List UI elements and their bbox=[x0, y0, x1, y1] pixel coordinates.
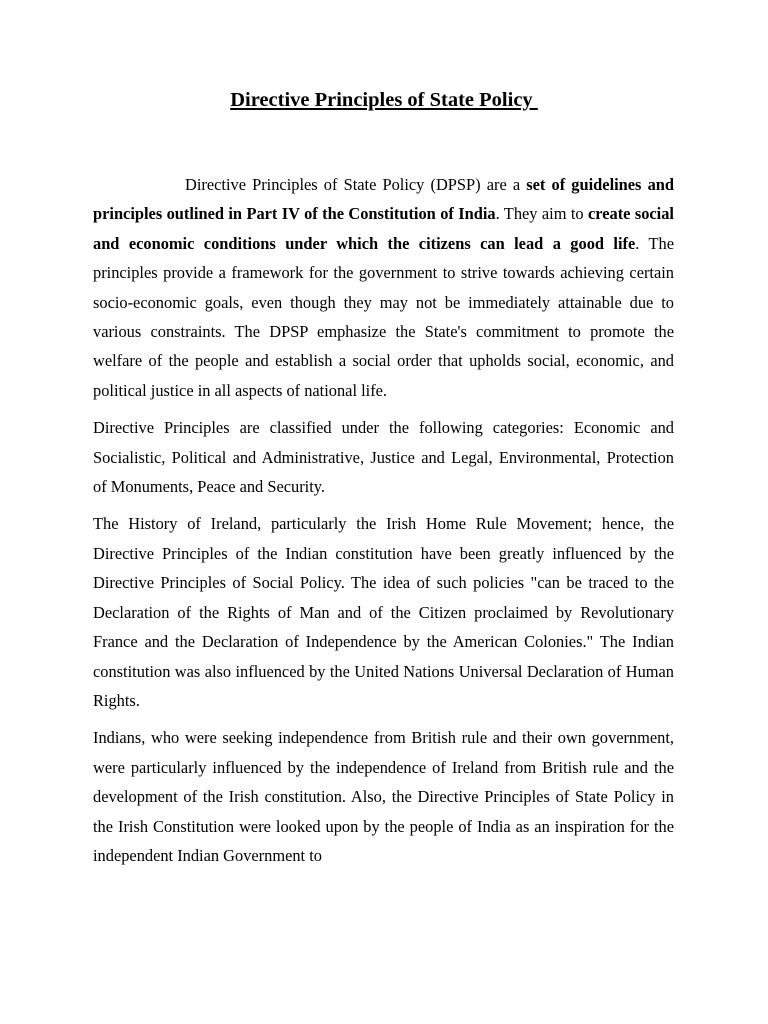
bold-text-run: create social and economic conditions under which the citizens can lead a good life bbox=[93, 204, 674, 253]
text-run: Indians, who were seeking independence from British rule and their own government, were particularly influenced by the independence of Ireland from British rule and the development of the Irish constitution. Also, the Directive Principles of State Policy in the Irish Constitution were looked upon by the people of India as an inspiration for the independent Indian Government to bbox=[93, 728, 674, 865]
paragraph-history bbox=[93, 509, 674, 715]
text-run: The History of Ireland, particularly the Irish Home Rule Movement; hence, the Directive Principles of the Indian constitution have been greatly influenced by the Directive Principles of Social Policy. The idea of such policies "can be traced to the Declaration of the Rights of Man and of the Citizen proclaimed by Revolutionary France and the Declaration of Independence by the American Colonies." The Indian constitution was also influenced by the United Nations Universal Declaration of Human Rights. bbox=[93, 514, 674, 710]
document-body bbox=[93, 170, 674, 878]
text-run: . They aim to bbox=[495, 204, 588, 224]
document-title: Directive Principles of State Policy bbox=[230, 89, 538, 111]
paragraph-dpsp-intro bbox=[93, 170, 674, 405]
bold-text-run: set of guidelines and principles outlined in Part IV of the Constitution of India bbox=[93, 175, 674, 224]
text-run: Directive Principles of State Policy (DPSP) are a bbox=[185, 175, 527, 194]
paragraph-categories bbox=[93, 413, 674, 501]
paragraph-indian-influence bbox=[93, 723, 674, 870]
text-run: Directive Principles are classified under the following categories: Economic and Socialistic, Political and Administrative, Justice and Legal, Environmental, Protection of Monuments, Peace and Security. bbox=[93, 418, 674, 497]
text-run: . The principles provide a framework for the government to strive towards achieving certain socio-economic goals, even though they may not be immediately attainable due to various constraints. The DPSP emphasize the State's commitment to promote the welfare of the people and establish a social order that upholds social, economic, and political justice in all aspects of national life. bbox=[93, 233, 674, 400]
